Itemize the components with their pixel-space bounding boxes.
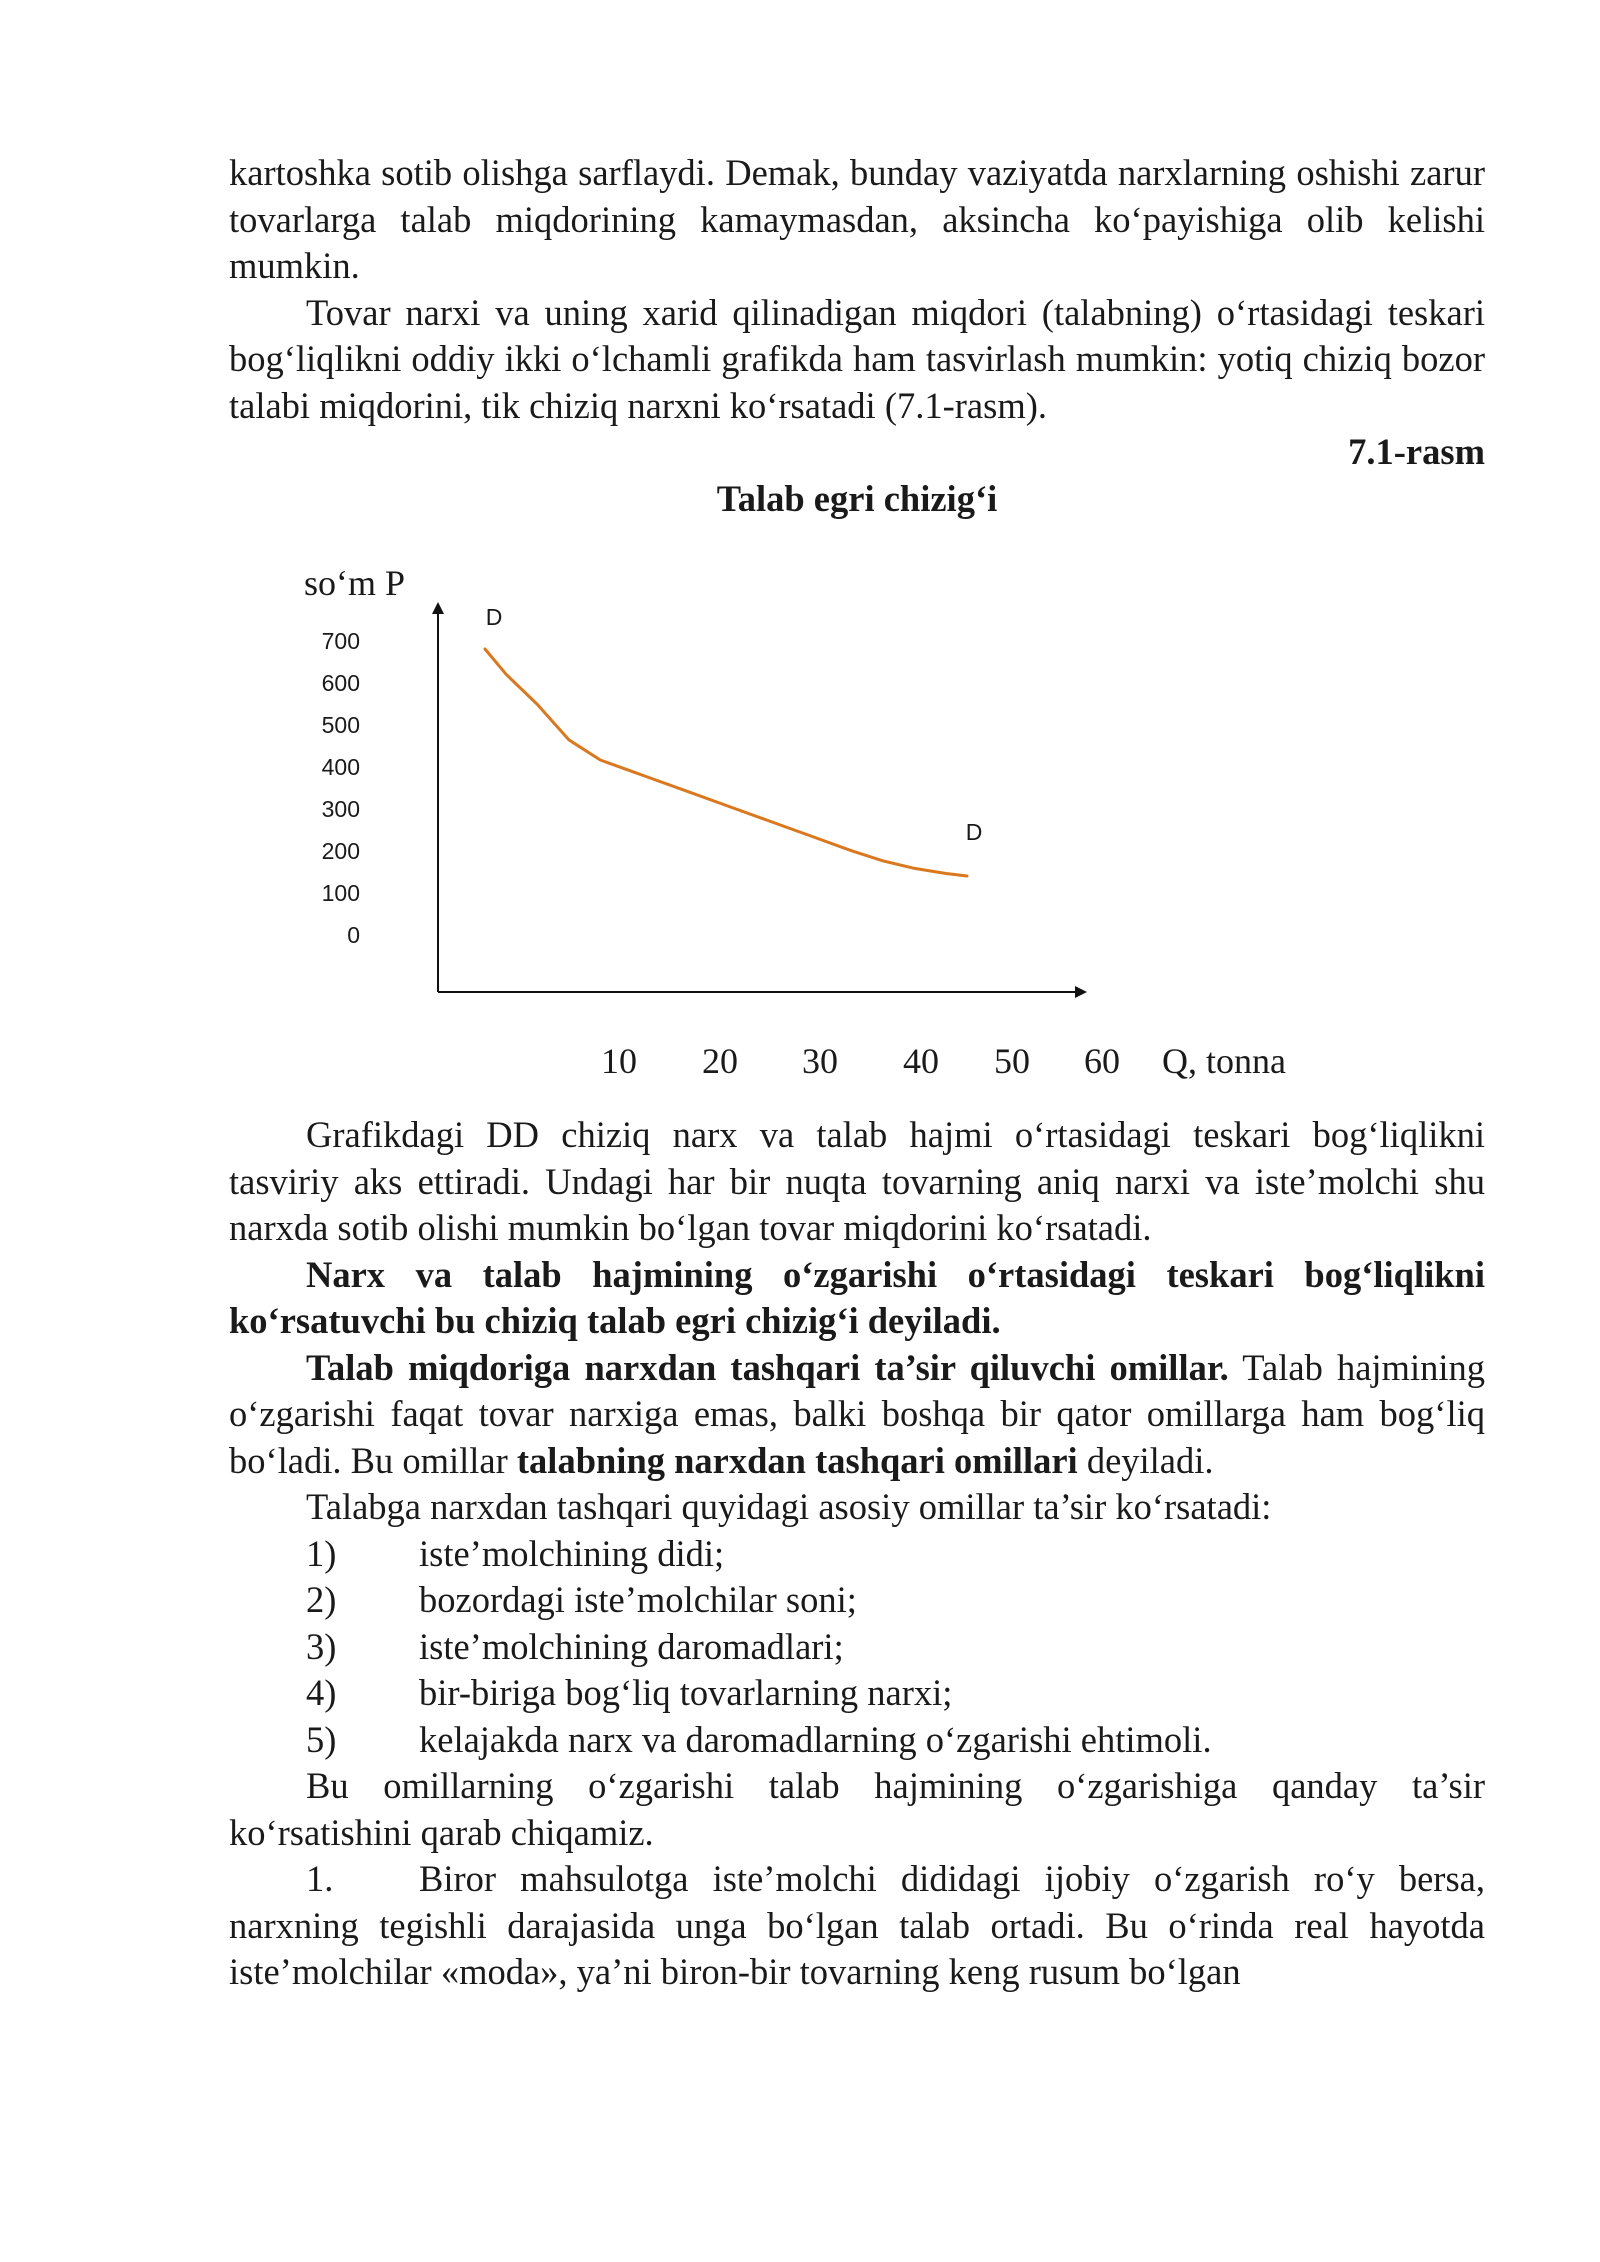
list-text: bozordagi iste’molchilar soni; — [419, 1579, 857, 1620]
y-tick-label: 100 — [321, 880, 360, 906]
x-tick-label: 10 — [601, 1041, 637, 1081]
paragraph-8-number: 1. — [306, 1858, 334, 1899]
list-item — [306, 1531, 1485, 1578]
y-axis-label: so‘m P — [304, 563, 406, 603]
list-item — [306, 1717, 1485, 1764]
list-number: 1) — [306, 1532, 337, 1574]
x-tick-label: 50 — [994, 1041, 1030, 1081]
paragraph-5-text: Talab hajmining o‘zgarishi faqat tovar narxiga emas, balki boshqa bir qator omillarga ham bog‘liq bo‘ladi. Bu omillar — [229, 1346, 1485, 1481]
list-number: 2) — [306, 1579, 337, 1620]
factors-list — [229, 1531, 1485, 1764]
list-text: iste’molchining daromadlari; — [419, 1625, 844, 1667]
curve-label-end: D — [965, 819, 983, 845]
figure-title: Talab egri chizig‘i — [716, 477, 998, 519]
list-item — [306, 1577, 1485, 1624]
paragraph-5 — [229, 1345, 1485, 1485]
list-text: iste’molchining didi; — [419, 1532, 725, 1574]
y-tick-label: 700 — [321, 628, 360, 654]
y-tick-label: 600 — [321, 670, 360, 696]
definition-bold: Narx va talab hajmining o‘zgarishi o‘rtasidagi teskari bog‘liqlikni ko‘rsatuvchi bu chiziq talab egri chizig‘i deyiladi. — [229, 1253, 1485, 1341]
paragraph-2: Tovar narxi va uning xarid qilinadigan miqdori (talabning) o‘rtasidagi teskari bog‘liqlikni oddiy ikki o‘lchamli grafikda ham tasvirlash mumkin: yotiq chiziq bozor talabi miqdorini, tik chiziq narxni ko‘rsatadi (7.1-rasm). — [229, 291, 1485, 426]
list-number: 4) — [306, 1672, 337, 1713]
curve-label-start: D — [485, 604, 503, 630]
list-number: 3) — [306, 1625, 337, 1667]
x-tick-label: 30 — [802, 1041, 838, 1081]
y-tick-label: 0 — [347, 922, 360, 948]
paragraph-4 — [229, 1252, 1485, 1345]
demand-curve-line — [485, 649, 967, 876]
document-page — [229, 150, 1485, 1996]
list-number: 5) — [306, 1718, 337, 1760]
x-axis-arrow — [1075, 986, 1087, 998]
list-text: bir-biriga bog‘liq tovarlarning narxi; — [419, 1672, 953, 1713]
x-tick-label: 20 — [702, 1041, 738, 1081]
x-tick-label: 60 — [1084, 1041, 1120, 1081]
term-bold: talabning narxdan tashqari omillari — [516, 1439, 1078, 1481]
y-axis-arrow — [432, 602, 444, 614]
paragraph-5-end: deyiladi. — [1077, 1439, 1214, 1481]
demand-curve-chart — [229, 522, 1485, 1112]
y-tick-label: 200 — [321, 838, 360, 864]
list-text: kelajakda narx va daromadlarning o‘zgarishi ehtimoli. — [419, 1718, 1212, 1760]
y-tick-label: 300 — [321, 796, 360, 822]
x-tick-label: 40 — [903, 1041, 939, 1081]
list-item — [306, 1624, 1485, 1671]
x-axis-label: Q, tonna — [1162, 1041, 1286, 1081]
list-item — [306, 1670, 1485, 1717]
paragraph-8-text: Biror mahsulotga iste’molchi dididagi ijobiy o‘zgarish ro‘y bersa, narxning tegishli darajasida unga bo‘lgan talab ortadi. Bu o‘rinda real hayotda iste’molchilar «moda», ya’ni biron-bir tovarning keng rusum bo‘lgan — [229, 1858, 1485, 1992]
paragraph-7: Bu omillarning o‘zgarishi talab hajmining o‘zgarishiga qanday ta’sir ko‘rsatishini qarab chiqamiz. — [229, 1765, 1485, 1853]
y-tick-label: 500 — [321, 712, 360, 738]
paragraph-3: Grafikdagi DD chiziq narx va talab hajmi o‘rtasidagi teskari bog‘liqlikni tasviriy aks ettiradi. Undagi har bir nuqta tovarning aniq narxi va iste’molchi shu narxda sotib olishi mumkin bo‘lgan tovar miqdorini ko‘rsatadi. — [229, 1114, 1485, 1248]
paragraph-6: Talabga narxdan tashqari quyidagi asosiy omillar ta’sir ko‘rsatadi: — [306, 1486, 1272, 1527]
section-lead: Talab miqdoriga narxdan tashqari ta’sir qiluvchi omillar. — [306, 1346, 1229, 1388]
paragraph-8 — [229, 1856, 1485, 1996]
paragraph-1: kartoshka sotib olishga sarflaydi. Demak, bunday vaziyatda narxlarning oshishi zarur tovarlarga talab miqdorining kamaymasdan, aksincha ko‘payishiga olib kelishi mumkin. — [229, 152, 1485, 286]
y-tick-label: 400 — [321, 754, 360, 780]
chart-svg — [229, 522, 1485, 1112]
figure-number: 7.1-rasm — [1348, 431, 1485, 472]
